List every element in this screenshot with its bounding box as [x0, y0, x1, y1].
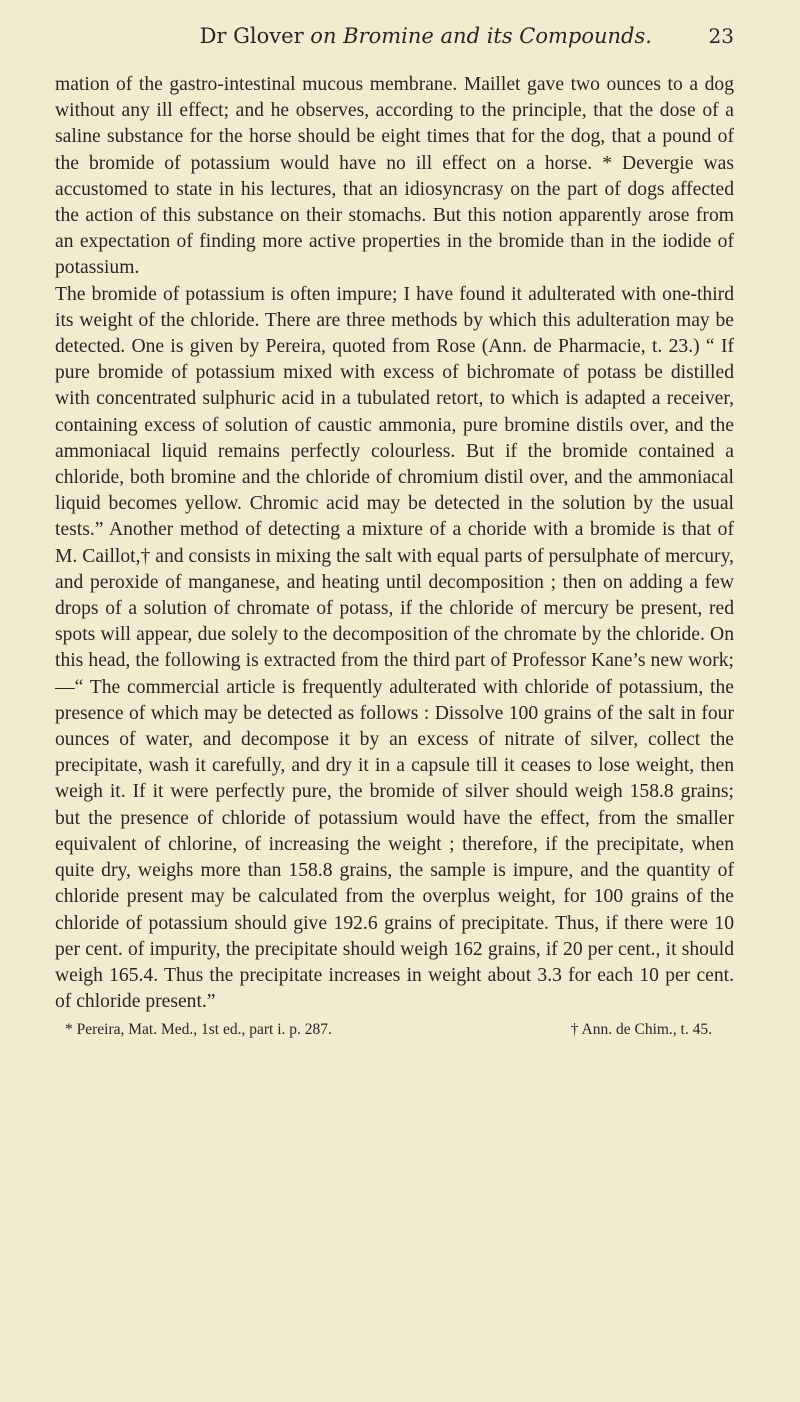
running-head	[55, 24, 734, 58]
title-on: on	[310, 24, 337, 48]
footnotes	[55, 1021, 734, 1039]
body-text	[55, 72, 734, 1015]
paragraph: mation of the gastro-intestinal mucous membrane. Maillet gave two ounces to a dog without any ill effect; and he observes, according to the principle, that the dose of a saline substance for the horse should be eight times that for the dog, that a pound of the bromide of potassium would have no ill effect on a horse. * Devergie was accustomed to state in his lectures, that an idiosyncrasy on the part of dogs affected the action of this substance on their stomachs. But this notion apparently arose from an expectation of finding more active properties in the bromide than in the iodide of potassium.	[55, 74, 734, 279]
running-title	[55, 24, 709, 48]
title-subject: Bromine and its Compounds.	[343, 24, 652, 48]
page-number: 23	[708, 24, 734, 48]
footnote-pereira: * Pereira, Mat. Med., 1st ed., part i. p. 287.	[65, 1021, 332, 1039]
footnote-ann-chim: † Ann. de Chim., t. 45.	[570, 1021, 712, 1039]
paragraph: The bromide of potassium is often impure; I have found it adulterated with one-third its weight of the chloride. There are three methods by which this adulteration may be detected. One is given by Pereira, quoted from Rose (Ann. de Pharmacie, t. 23.) “ If pure bromide of potassium mixed with excess of bichromate of potass be distilled with concentrated sulphuric acid in a tubulated retort, to which is adapted a receiver, containing excess of solution of caustic ammonia, pure bromine distils over, and the ammoniacal liquid remains perfectly colourless. But if the bromide contained a chloride, both bromine and the chloride of chromium distil over, and the ammoniacal liquid becomes yellow. Chromic acid may be detected in the solution by the usual tests.” Another method of detecting a mixture of a choride with a bromide is that of M. Caillot,† and consists in mixing the salt with equal parts of persulphate of mercury, and peroxide of manganese, and heating until decomposition ; then on adding a few drops of a solution of chromate of potass, if the chloride of mercury be present, red spots will appear, due solely to the decomposition of the chromate by the chloride. On this head, the following is extracted from the third part of Professor Kane’s new work;—“ The commercial article is frequently adulterated with chloride of potassium, the presence of which may be detected as follows : Dissolve 100 grains of the salt in four ounces of water, and decompose it by an excess of nitrate of silver, collect the precipitate, wash it carefully, and dry it in a capsule till it ceases to lose weight, then weigh it. If it were perfectly pure, the bromide of silver should weigh 158.8 grains; but the presence of chloride of potassium would have the effect, from the smaller equivalent of chlorine, of increasing the weight ; therefore, if the precipitate, when quite dry, weighs more than 158.8 grains, the sample is impure, and the quantity of chloride present may be calculated from the overplus weight, for 100 grains of the chloride of potassium should give 192.6 grains of precipitate. Thus, if there were 10 per cent. of impurity, the precipitate should weigh 162 grains, if 20 per cent., it should weigh 165.4. Thus the precipitate increases in weight about 3.3 for each 10 per cent. of chloride present.”	[55, 283, 734, 1013]
title-author: Dr Glover	[199, 24, 304, 48]
